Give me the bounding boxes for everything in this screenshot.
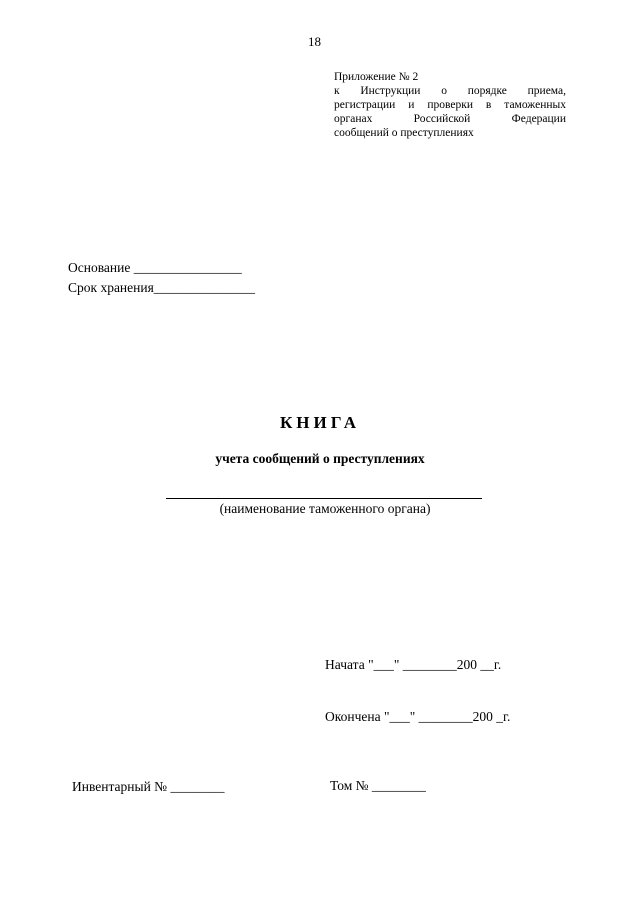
organ-name-caption: (наименование таможенного органа) [219,501,431,516]
organ-name-line [166,498,482,499]
finished-date-field: Окончена "___" ________200 _г. [325,709,511,724]
inventory-number-field: Инвентарный № ________ [72,779,225,794]
volume-number-field: Том № ________ [330,778,426,793]
storage-period-field: Срок хранения_______________ [68,280,256,295]
appendix-block [334,70,566,140]
appendix-line: регистрации и проверки в таможенных [334,99,566,111]
appendix-line: к Инструкции о порядке приема, [334,85,566,97]
appendix-title: Приложение № 2 [334,71,419,83]
document-title: КНИГА [279,413,360,432]
basis-field: Основание ________________ [68,260,242,275]
started-date-field: Начата "___" ________200 __г. [325,657,502,672]
appendix-line: сообщений о преступлениях [334,127,474,139]
document-subtitle: учета сообщений о преступлениях [215,451,425,466]
appendix-line: органах Российской Федерации [334,113,566,125]
page-number: 18 [308,34,321,49]
